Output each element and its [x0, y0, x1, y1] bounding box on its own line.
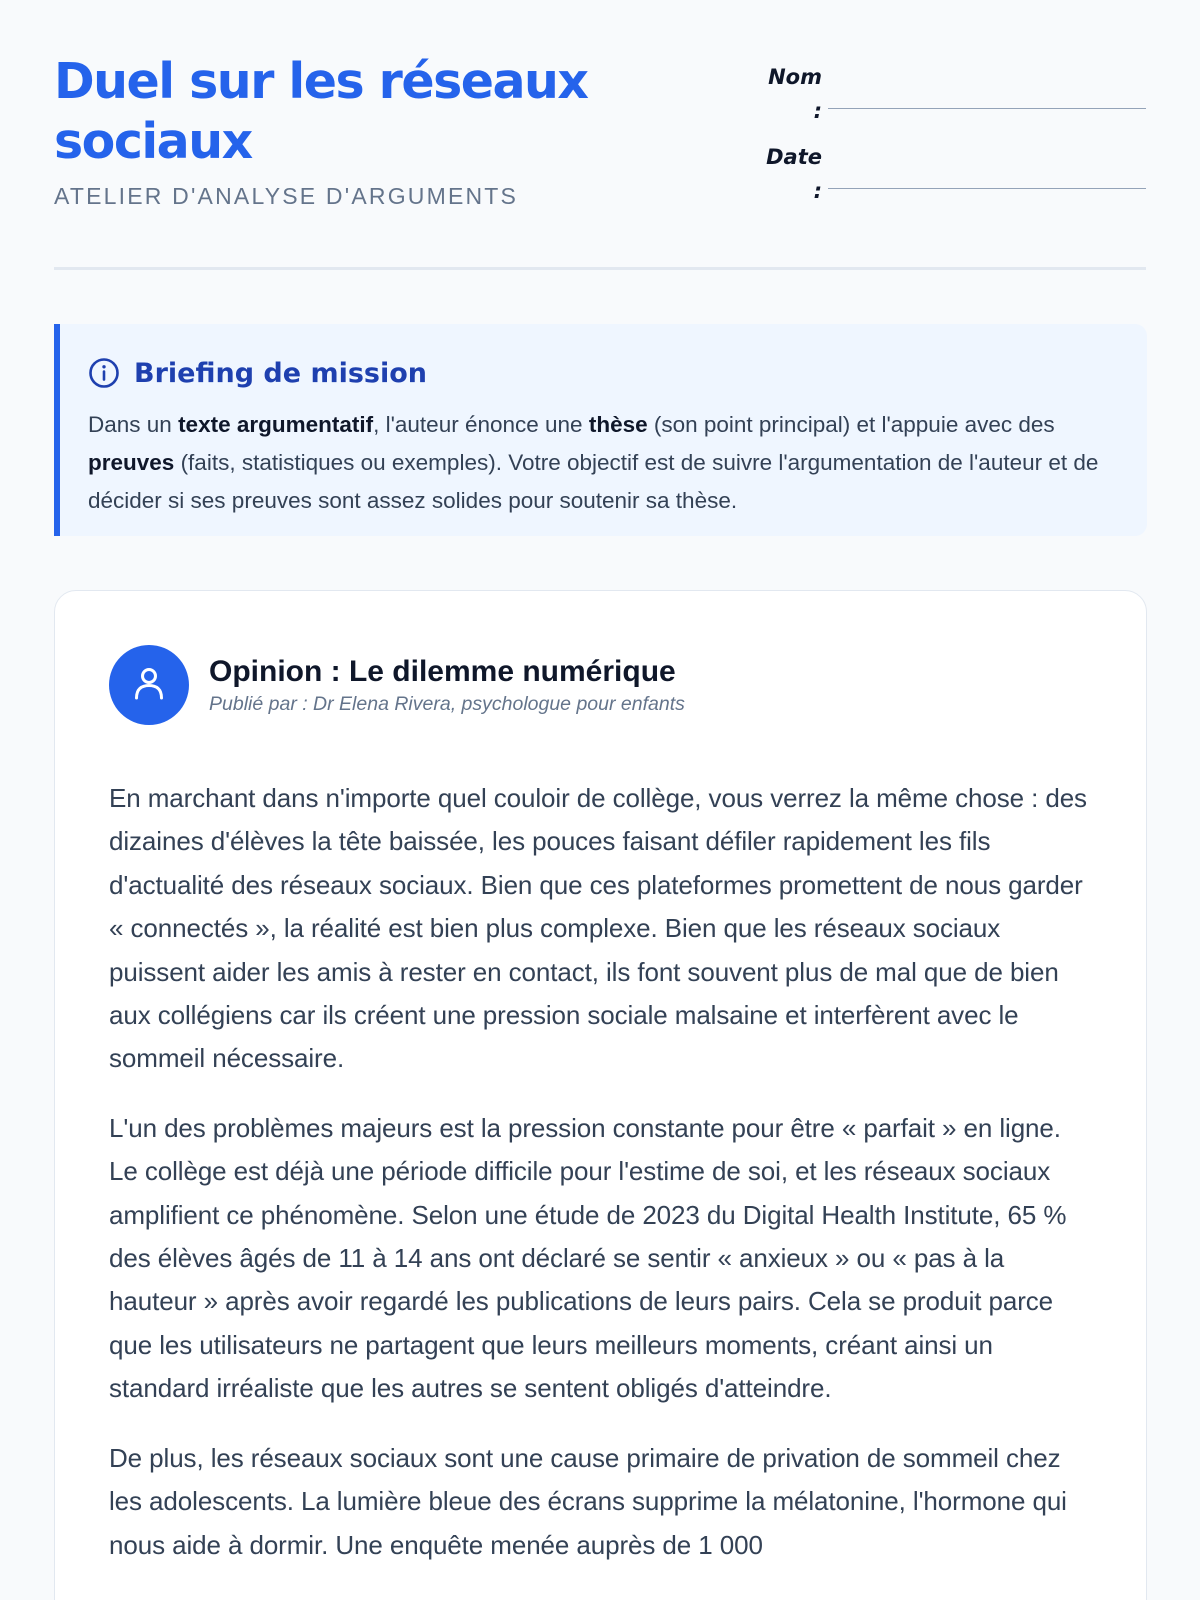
- briefing-text: [88, 406, 1113, 520]
- avatar: [109, 645, 189, 725]
- article-card: [54, 590, 1147, 1600]
- article-byline: Publié par : Dr Elena Rivera, psychologue pour enfants: [209, 693, 685, 715]
- briefing-text-part: Dans un: [88, 412, 179, 437]
- briefing-header: [88, 352, 1113, 394]
- article-paragraph: En marchant dans n'importe quel couloir de collège, vous verrez la même chose : des dizaines d'élèves la tête baissée, les pouces faisant défiler rapidement les fils d'actualité des réseaux sociaux. Bien que ces plateformes promettent de nous garder « connectés », la réalité est bien plus complexe. Bien que les réseaux sociaux puissent aider les amis à rester en contact, ils font souvent plus de mal que de bien aux collégiens car ils créent une pression sociale malsaine et interfèrent avec le sommeil nécessaire.: [109, 783, 1087, 1074]
- briefing-text-part: , l'auteur énonce une: [373, 412, 589, 437]
- info-icon: [88, 357, 120, 389]
- date-field-line[interactable]: [828, 188, 1146, 189]
- worksheet-header: [54, 0, 1146, 270]
- date-field[interactable]: [762, 140, 1146, 203]
- article-header: [109, 645, 1092, 725]
- name-field-label: Nom :: [768, 65, 822, 123]
- briefing-term-evidence: preuves: [88, 450, 175, 475]
- article-body: [109, 777, 1092, 1567]
- page-title: Duel sur les réseaux sociaux: [54, 53, 588, 170]
- article-heading-group: [209, 653, 685, 717]
- briefing-term-argumentative-text: texte argumentatif: [178, 412, 374, 437]
- article-paragraph: De plus, les réseaux sociaux sont une cause primaire de privation de sommeil chez les adolescents. La lumière bleue des écrans supprime la mélatonine, l'hormone qui nous aide à dormir. Une enquête menée auprès de 1 000: [109, 1442, 1067, 1560]
- page-subtitle: ATELIER D'ANALYSE D'ARGUMENTS: [54, 183, 519, 209]
- user-icon: [129, 663, 169, 708]
- briefing-title: Briefing de mission: [134, 357, 428, 389]
- name-field[interactable]: [762, 60, 1146, 123]
- mission-briefing: [54, 324, 1147, 536]
- briefing-text-part: (son point principal) et l'appuie avec des: [647, 412, 1055, 437]
- date-field-label: Date :: [766, 145, 822, 203]
- briefing-term-thesis: thèse: [588, 412, 648, 437]
- article-paragraph: L'un des problèmes majeurs est la pression constante pour être « parfait » en ligne. Le collège est déjà une période difficile pour l'estime de soi, et les réseaux sociaux amplifient ce phénomène. Selon une étude de 2023 du Digital Health Institute, 65 % des élèves âgés de 11 à 14 ans ont déclaré se sentir « anxieux » ou « pas à la hauteur » après avoir regardé les publications de leurs pairs. Cela se produit parce que les utilisateurs ne partagent que leurs meilleurs moments, créant ainsi un standard irréaliste que les autres se sentent obligés d'atteindre.: [109, 1112, 1067, 1404]
- briefing-text-part: (faits, statistiques ou exemples). Votre objectif est de suivre l'argumentation de l'auteur et de décider si ses preuves sont assez solides pour soutenir sa thèse.: [88, 450, 1099, 513]
- article-title: Opinion : Le dilemme numérique: [209, 655, 676, 688]
- name-field-line[interactable]: [828, 108, 1146, 109]
